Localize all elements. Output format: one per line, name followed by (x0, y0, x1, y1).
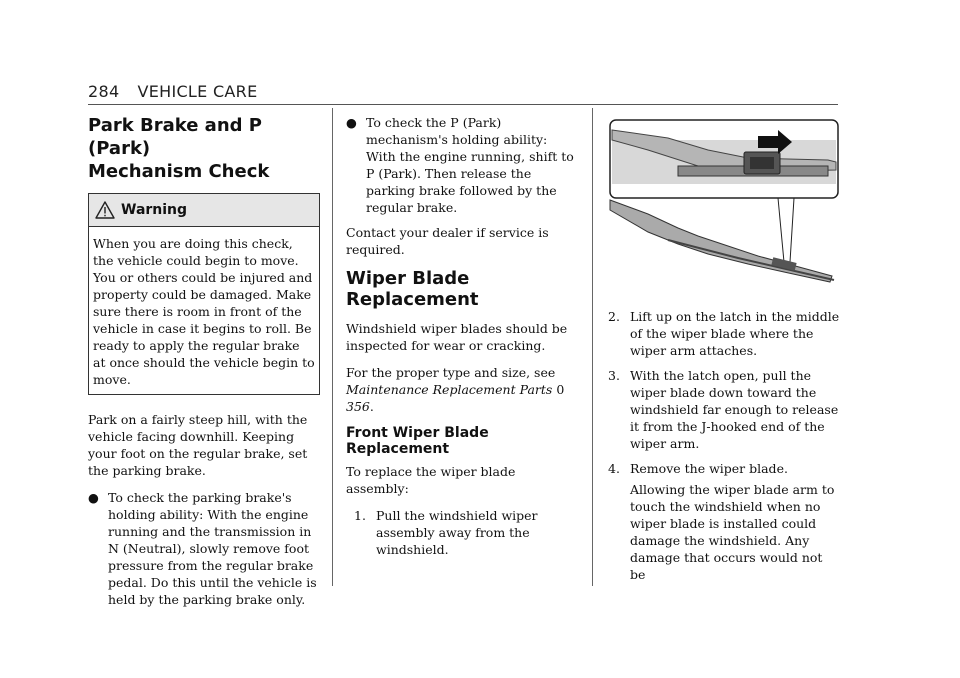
paragraph-contact: Contact your dealer if service is required. (346, 225, 549, 257)
step-number: 4. (608, 461, 620, 476)
step-number: 3. (608, 368, 620, 383)
warning-triangle-icon (95, 201, 115, 219)
warning-box (88, 193, 320, 395)
bullet-item: ● To check the P (Park) mechanism's holding ability: With the engine running, shift to P (Park). Then release the parking brake followed by the regular brake. (346, 115, 574, 215)
cross-reference-link[interactable]: Maintenance Replacement Parts (346, 382, 553, 397)
column-1 (88, 106, 320, 616)
page-ref-arrow-icon: 0 (556, 382, 565, 397)
step-number: 1. (354, 508, 366, 523)
step-item (608, 460, 840, 477)
bullet-item: ● To check the parking brake's holding ability: With the engine running and the transmission in N (Neutral), slowly remove foot pressure from the regular brake pedal. Do this until the vehicle is held by the parking brake only. (88, 490, 317, 607)
column-3 (608, 106, 840, 593)
column-divider (332, 108, 333, 586)
warning-header (89, 194, 319, 227)
step-number: 2. (608, 309, 620, 324)
section-heading-wiper: Wiper Blade Replacement (346, 268, 479, 310)
step-item (608, 308, 840, 359)
page-ref-number[interactable]: 356 (346, 399, 370, 414)
column-divider (592, 108, 593, 586)
step-text: Lift up on the latch in the middle of the wiper blade where the wiper arm attaches. (630, 309, 840, 358)
step-item (608, 367, 840, 452)
wiper-blade-illustration (608, 110, 840, 288)
step-item (346, 507, 578, 558)
paragraph-see-ref: For the proper type and size, see Maintenance Replacement Parts 0 356. (346, 365, 565, 414)
warning-label: Warning (121, 202, 188, 218)
subsection-heading-front-wiper: Front Wiper Blade Replacement (346, 425, 489, 457)
step-text: With the latch open, pull the wiper blade down toward the windshield far enough to release it from the J-hooked end of the wiper arm. (630, 368, 839, 451)
bullet-icon: ● (88, 490, 99, 505)
column-2 (346, 106, 578, 566)
warning-text: When you are doing this check, the vehicle could begin to move. You or others could be injured and property could be damaged. Make sure there is room in front of the vehicle in case it begins to roll. Be ready to apply the regular brake at once should the vehicle begin to move. (93, 236, 315, 387)
step-text: Pull the windshield wiper assembly away from the windshield. (376, 508, 538, 557)
step-text: Remove the wiper blade. (630, 461, 788, 476)
section-heading-park-brake: Park Brake and P (Park) Mechanism Check (88, 115, 270, 182)
section-title: VEHICLE CARE (137, 82, 258, 101)
page-number: 284 (88, 82, 120, 101)
paragraph-wiper-intro: Windshield wiper blades should be inspected for wear or cracking. (346, 321, 568, 353)
header-rule (88, 104, 838, 105)
paragraph-park-hill: Park on a fairly steep hill, with the vehicle facing downhill. Keeping your foot on the regular brake, set the parking brake. (88, 412, 308, 478)
step-note: Allowing the wiper blade arm to touch the windshield when no wiper blade is installed could damage the windshield. Any damage that occurs would not be (630, 482, 835, 582)
paragraph-to-replace: To replace the wiper blade assembly: (346, 464, 516, 496)
bullet-icon: ● (346, 115, 357, 130)
page-header (88, 82, 257, 101)
